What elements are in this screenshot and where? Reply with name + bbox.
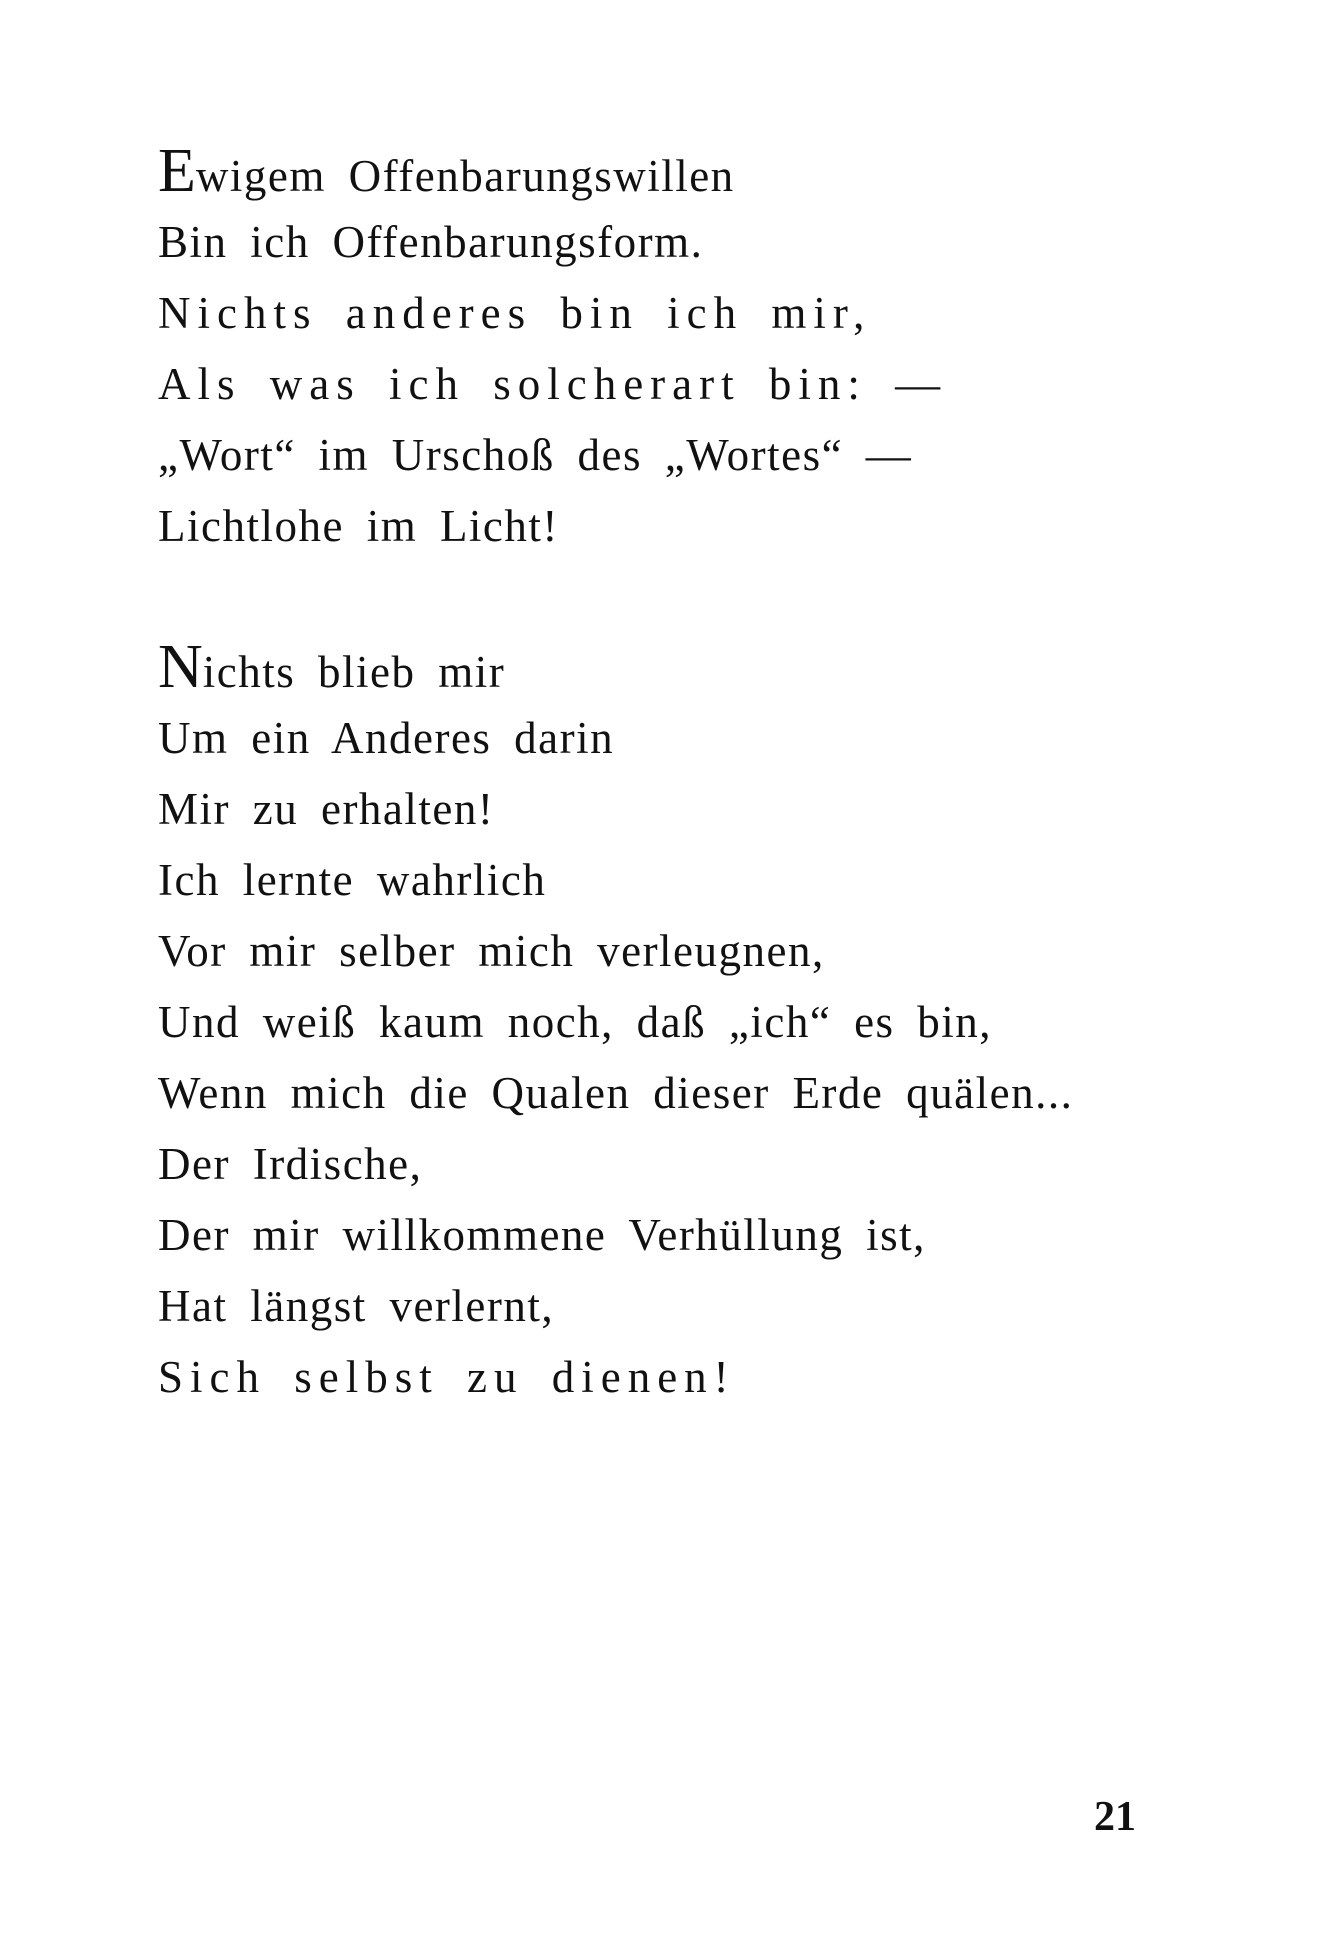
poem-line: Und weiß kaum noch, daß „ich“ es bin, xyxy=(158,997,993,1047)
poem-line: „Wort“ im Urschoß des „Wortes“ — xyxy=(158,430,913,480)
poem-line: Um ein Anderes darin xyxy=(158,713,615,763)
poem-line: Der Irdische, xyxy=(158,1139,423,1189)
poem-line: Hat längst verlernt, xyxy=(158,1281,555,1331)
poem-line: Sich selbst zu dienen! xyxy=(158,1352,736,1402)
poem-line: Vor mir selber mich verleugnen, xyxy=(158,926,825,976)
poem-line: Mir zu erhalten! xyxy=(158,784,495,834)
stanza-1 xyxy=(158,136,947,562)
poem-line xyxy=(158,632,1073,703)
stanza-2 xyxy=(158,632,1073,1413)
poem-line xyxy=(158,136,947,207)
poem-line: Lichtlohe im Licht! xyxy=(158,501,559,551)
poem-line: Wenn mich die Qualen dieser Erde quälen... xyxy=(158,1068,1074,1118)
poem-line: Nichts anderes bin ich mir, xyxy=(158,288,872,338)
initial-letter: N xyxy=(158,633,203,701)
poem-line: Ich lernte wahrlich xyxy=(158,855,547,905)
poem-line: Der mir willkommene Verhüllung ist, xyxy=(158,1210,926,1260)
initial-letter: E xyxy=(158,137,196,205)
poem-line: Bin ich Offenbarungsform. xyxy=(158,217,704,267)
line-text: wigem Offenbarungswillen xyxy=(195,151,735,201)
page-number: 21 xyxy=(1094,1794,1136,1840)
poem-line: Als was ich solcherart bin: — xyxy=(158,359,948,409)
line-text: ichts blieb mir xyxy=(202,647,506,697)
